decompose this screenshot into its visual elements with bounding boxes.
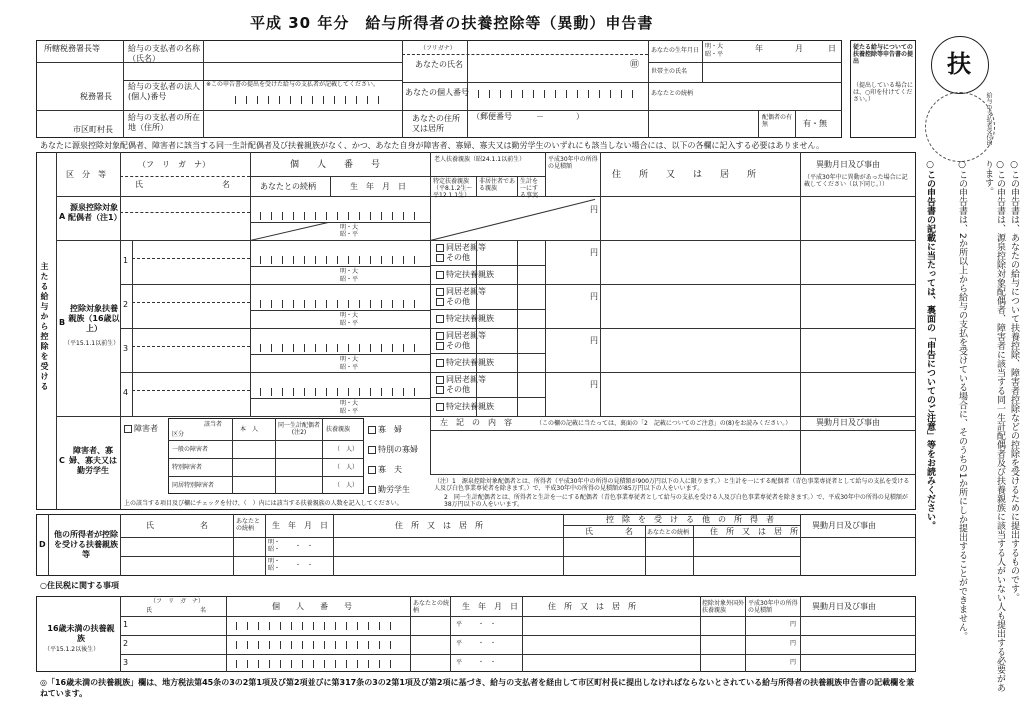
section-b-opt1-1[interactable]: 同居老親等 (436, 243, 486, 253)
payer-number-field[interactable] (235, 96, 379, 104)
section-b-era2-4: 昭・平 (340, 408, 359, 415)
section-a-label: 源泉控除対象配偶者（注1） (68, 203, 122, 222)
birth-era-2: 昭・平 (705, 51, 724, 58)
section-d-mei: 名 (200, 521, 208, 530)
spouse-label: 配偶者の有無 (762, 114, 793, 128)
section-d-era-2a: 明・ (268, 558, 281, 565)
section-d-era-1a: 明・ (268, 539, 281, 546)
section-b-opt2-1[interactable]: その他 (436, 253, 470, 263)
section-b-era2-2: 昭・平 (340, 320, 359, 327)
col-tokutei: 特定扶養親族（平8.1.2生～平12.1.1生） (433, 178, 473, 199)
birth-date-label: あなたの生年月日 (651, 47, 700, 54)
resident-shotoku: 平成30年中の所得の見積額 (748, 600, 798, 614)
col-hikyoju: 非居住者である親族 (479, 178, 516, 192)
resident-ido: 異動月日及び事由 (812, 602, 876, 611)
section-b-yen-3: 円 (590, 336, 598, 345)
spouse-yes-no[interactable]: 有・無 (803, 119, 827, 128)
seal-mark: ㊞ (630, 60, 640, 70)
resident-dots-2: ・ ・ (478, 640, 497, 647)
resident-mei: 名 (200, 607, 207, 614)
col-shi: 氏 (135, 180, 143, 189)
section-b-era1-2: 明・大 (340, 312, 359, 319)
col-ido: 異動月日及び事由 (816, 160, 880, 169)
section-d-other-mei: 名 (625, 527, 633, 536)
col-seikei: 生計を一にする事実 (520, 178, 539, 199)
section-d-letter: D (39, 540, 46, 549)
section-b-opt1-4[interactable]: 同居老親等 (436, 375, 486, 385)
section-d-other: 控 除 を 受 け る 他 の 所 得 者 (606, 515, 774, 524)
footer-note: ◎「16歳未満の扶養親族」欄は、地方税法第45条の3の2第1項及び第2項並びに第317条の3の2第1項及び第2項に基づき、給与の支払者を経由して市区町村長に提出しなければならないとされている給与所得者の扶養親族申告書の記載欄を兼ねています。 (40, 678, 915, 698)
section-c-nin-2: （ 人） (334, 464, 359, 471)
your-name-label: あなたの氏名 (415, 60, 463, 69)
section-d-label: 他の所得者が控除を受ける扶養親族等 (54, 530, 118, 559)
payer-address-field[interactable] (205, 112, 400, 136)
section-b-sub: （平15.1.1以前生） (64, 340, 120, 347)
resident-row-1: 1 (123, 620, 129, 629)
resident-hei-3: 平 (456, 659, 463, 666)
section-b-number-2[interactable] (260, 300, 420, 308)
section-a-yen: 円 (590, 205, 598, 214)
section-b-opt1-2[interactable]: 同居老親等 (436, 287, 486, 297)
receipt-stamp-ring: 給与の支払者受付印 (985, 92, 992, 146)
page-title: 平成 30 年分 給与所得者の扶養控除等（異動）申告書 (250, 14, 654, 32)
col-jusho: 住 所 又 は 居 所 (612, 170, 757, 180)
right-note-1: ○この申告書は、あなたの給与について扶養控除、障害者控除などの控除を受けるために提出するものです。 (1009, 160, 1019, 602)
resident-seinen: 生 年 月 日 (462, 602, 518, 611)
resident-shi: 氏 (146, 607, 153, 614)
section-b-opt3-3[interactable]: 特定扶養親族 (436, 358, 494, 368)
section-c-ippan: 一般の障害者 (172, 446, 209, 453)
your-address-label: あなたの住所又は居所 (412, 114, 460, 133)
section-c-shogaisha[interactable]: 障害者 (124, 424, 158, 434)
your-number-label: あなたの個人番号 (405, 88, 469, 97)
relation-label: あなたとの続柄 (651, 90, 694, 97)
payer-name-field[interactable] (205, 42, 400, 60)
resident-furigana: （フ リ ガ ナ） (150, 598, 205, 605)
resident-row-3: 3 (123, 658, 129, 667)
right-note-3: ○この申告書は、2か所以上から給与の支払を受けている場合に、そのうちの1か所にしか提出することができません。 (957, 160, 967, 641)
section-c-note2: 2 同一生計配偶者とは、所得者と生計を一にする配偶者（青色事業専従者として給与の支払を受ける人及び白色事業専従者を除きます。）で、平成30年中の所得の見積額が38万円以下の人をいいます。 (444, 494, 908, 508)
section-c-fuyo: 扶養親族 (326, 426, 351, 433)
col-shotoku: 平成30年中の所得の見積額 (548, 156, 598, 170)
section-b-row-2: 2 (123, 300, 129, 309)
resident-kokugai: 控除対象外国外扶養親族 (702, 600, 745, 614)
section-c-kafu2[interactable]: 寡 夫 (368, 465, 402, 475)
col-ido-note: （平成30年中に異動があった場合に記載してください（以下同じ。）） (804, 174, 908, 188)
section-c-kinro[interactable]: 勤労学生 (368, 485, 410, 495)
your-number-field[interactable] (478, 90, 643, 98)
birth-year-label: 年 (755, 44, 763, 53)
receipt-stamp-circle (925, 92, 995, 162)
section-c-dokyo: 同居特別障害者 (172, 482, 215, 489)
tax-office-label: 所轄税務署長等 (44, 44, 100, 53)
section-b-letter: B (59, 318, 66, 327)
notice-line: あなたに源泉控除対象配偶者、障害者に該当する同一生計配偶者及び扶養親族がなく、かつ、あなた自身が障害者、寡婦、寡夫又は勤労学生のいずれにも該当しない場合には、以下の各欄に記入する必要はありません。 (40, 141, 824, 150)
resident-hei-1: 平 (456, 621, 463, 628)
payer-address-label: 給与の支払者の所在地（住所） (128, 113, 200, 132)
resident-number-3[interactable] (236, 660, 401, 668)
resident-dots-3: ・ ・ (478, 659, 497, 666)
resident-kojin: 個 人 番 号 (272, 602, 352, 611)
section-c-kubun: 区分 (172, 431, 185, 438)
section-c-tokubetsu: 特別障害者 (172, 464, 203, 471)
city-office-suffix: 市区町村長 (73, 125, 113, 134)
tax-office-suffix: 税務署長 (80, 92, 112, 101)
section-a-era2: 昭・平 (340, 231, 359, 238)
section-a-number[interactable] (260, 212, 420, 220)
section-c-honin: 本 人 (240, 426, 259, 433)
section-b-era2-1: 昭・平 (340, 276, 359, 283)
section-b-opt2-3[interactable]: その他 (436, 341, 470, 351)
section-b-opt3-1[interactable]: 特定扶養親族 (436, 270, 494, 280)
section-d-shi: 氏 (146, 521, 154, 530)
section-c-nin-1: （ 人） (334, 446, 359, 453)
section-b-era2-3: 昭・平 (340, 364, 359, 371)
section-b-number-3[interactable] (260, 344, 420, 352)
section-b-opt1-3[interactable]: 同居老親等 (436, 331, 486, 341)
section-b-row-3: 3 (123, 344, 129, 353)
section-d-dots-2: ・ ・ (295, 562, 314, 569)
resident-dots-1: ・ ・ (478, 621, 497, 628)
col-mei: 名 (222, 180, 230, 189)
section-d-ido: 異動月日及び事由 (812, 521, 876, 530)
col-kojin: 個 人 番 号 (290, 160, 381, 170)
resident-zokugara: あなたとの続柄 (413, 600, 450, 614)
section-c-nin-3: （ 人） (334, 482, 359, 489)
your-name-field[interactable] (469, 56, 629, 80)
section-d-seinen: 生 年 月 日 (272, 521, 328, 530)
resident-heading: ○住民税に関する事項 (40, 581, 119, 590)
section-b-opt2-4[interactable]: その他 (436, 385, 470, 395)
section-c-letter: C (59, 456, 65, 465)
section-a-letter: A (59, 212, 66, 221)
resident-yen-3: 円 (790, 659, 797, 666)
section-d-era-2b: 昭・ (268, 565, 281, 572)
householder-label: 世帯主の氏名 (651, 68, 688, 75)
section-c-tokkafu[interactable]: 特別の寡婦 (368, 445, 418, 455)
resident-yen-1: 円 (790, 621, 797, 628)
resident-number-1[interactable] (236, 622, 401, 630)
resident-jusho: 住 所 又 は 居 所 (548, 602, 636, 611)
section-b-era1-4: 明・大 (340, 400, 359, 407)
postal-code-field[interactable]: （郵便番号 － ） (472, 112, 584, 121)
section-b-era1-1: 明・大 (340, 268, 359, 275)
section-a-era1: 明・大 (340, 224, 359, 231)
section-c-ido: 異動月日及び事由 (816, 418, 880, 427)
payer-name-label: 給与の支払者の名称（氏名） (128, 44, 200, 63)
section-c-check-note: 上の該当する項目及び欄にチェックを付け、（ ）内には該当する扶養親族の人数を記入してください。 (124, 500, 403, 507)
payer-number-label: 給与の支払者の法人(個人)番号 (128, 82, 200, 101)
section-c-kisai: 左 記 の 内 容 (440, 418, 512, 427)
side-submission-title: 従たる給与についての扶養控除等申告書の提出 (853, 44, 914, 65)
section-b-label: 控除対象扶養親族（16歳以上） (68, 304, 120, 333)
section-b-yen-1: 円 (590, 248, 598, 257)
section-d-zokugara: あなたとの続柄 (236, 518, 261, 532)
section-b-row-1: 1 (123, 256, 129, 265)
col-kubun: 区 分 等 (66, 170, 106, 179)
birth-era-1: 明・大 (705, 43, 724, 50)
col-zokugara: あなたとの続柄 (260, 182, 316, 191)
section-b-number-1[interactable] (260, 256, 420, 264)
section-b-era1-3: 明・大 (340, 356, 359, 363)
resident-row-2: 2 (123, 639, 129, 648)
section-b-yen-2: 円 (590, 292, 598, 301)
right-note-2: ○この申告書は、源泉控除対象配偶者、障害者に該当する同一生計配偶者及び扶養親族に該当する人がいない人も提出する必要があります。 (983, 160, 1005, 692)
section-d-jusho: 住 所 又 は 居 所 (395, 521, 483, 530)
section-d-dots-1: ・ ・ (295, 543, 314, 550)
col-rojin: 老人扶養親族（昭24.1.1以前生） (434, 156, 526, 163)
section-b-number-4[interactable] (260, 388, 420, 396)
section-b-opt3-2[interactable]: 特定扶養親族 (436, 314, 494, 324)
section-b-opt2-2[interactable]: その他 (436, 297, 470, 307)
main-left-label: 主たる給与から控除を受ける (40, 262, 49, 392)
fuyo-stamp-char: 扶 (947, 50, 971, 78)
col-furigana: （フ リ ガ ナ） (138, 160, 210, 169)
resident-label: 16歳未満の扶養親族 (47, 624, 115, 643)
section-d-other-shi: 氏 (585, 527, 593, 536)
section-d-other-jusho: 住 所 又 は 居 所 (710, 527, 798, 536)
side-submission-note: （提出している場合には、○印を付けてください。） (853, 82, 914, 103)
col-seinen: 生 年 月 日 (350, 182, 406, 191)
section-b-yen-4: 円 (590, 380, 598, 389)
resident-number-2[interactable] (236, 641, 401, 649)
birth-month-label: 月 (795, 44, 803, 53)
resident-hei-2: 平 (456, 640, 463, 647)
your-name-furigana: （フリガナ） (420, 45, 456, 52)
payer-number-note: ※この申告書の提出を受けた給与の支払者が記載してください。 (206, 81, 380, 88)
section-c-kisai-note: （この欄の記載に当たっては、裏面の「2 記載についてのご注意」の(8)をお読みください。） (536, 420, 792, 427)
birth-day-label: 日 (828, 44, 836, 53)
section-c-label: 障害者、寡婦、寡夫又は勤労学生 (69, 446, 117, 475)
section-c-gaito: 該当者 (204, 421, 223, 428)
right-note-4: ○この申告書の記載に当たっては、裏面の「申告についてのご注意」等をお読みください。 (925, 160, 935, 530)
section-c-note1: （注）1 源泉控除対象配偶者とは、所得者（平成30年中の所得の見積額が900万円以下の人に限ります。）と生計を一にする配偶者（青色事業専従者として給与の支払を受ける人及び白色事業専従者を除きます。）で、平成30年中の所得の見積額が85万円以下の人をいいます。 (434, 478, 910, 492)
resident-sub: （平15.1.2以後生） (44, 646, 100, 653)
section-c-doitsu: 同一生計配偶者(注2) (278, 422, 321, 436)
section-d-era-1b: 昭・ (268, 546, 281, 553)
resident-yen-2: 円 (790, 640, 797, 647)
section-b-opt3-4[interactable]: 特定扶養親族 (436, 402, 494, 412)
section-d-other-zokugara: あなたとの続柄 (647, 529, 690, 536)
section-b-row-4: 4 (123, 388, 129, 397)
section-c-kafu[interactable]: 寡 婦 (368, 425, 402, 435)
